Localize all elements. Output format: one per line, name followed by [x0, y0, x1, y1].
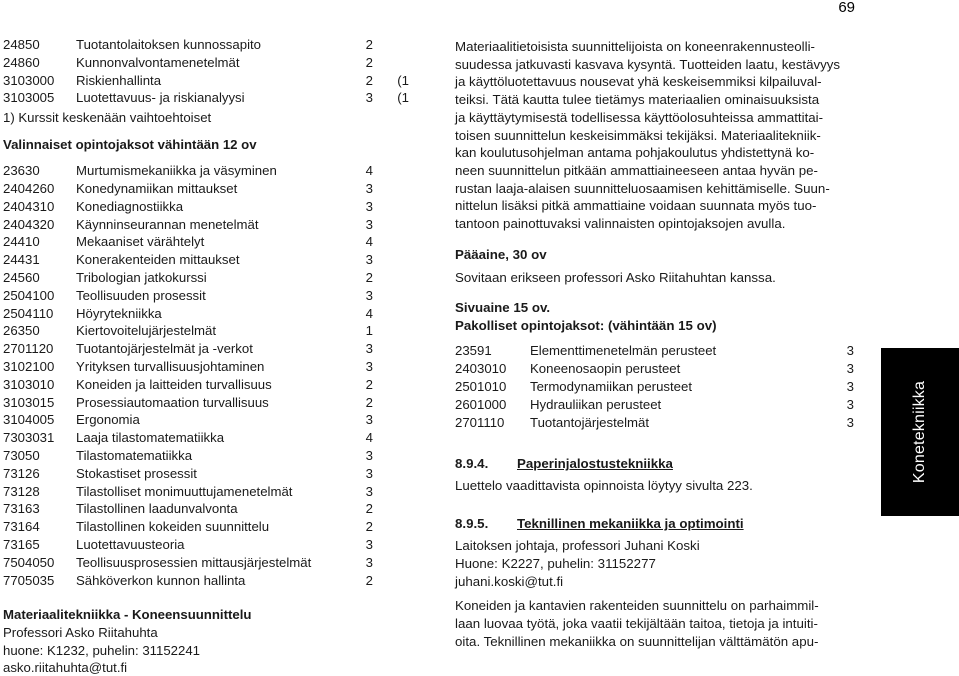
course-name: Teollisuusprosessien mittausjärjestelmät [76, 554, 312, 570]
course-name: Sähköverkon kunnon hallinta [76, 572, 246, 588]
course-credits: 3 [365, 287, 373, 303]
course-name: Käynninseurannan menetelmät [76, 216, 259, 232]
course-code: 3103015 [3, 394, 55, 410]
main-subject-text: Sovitaan erikseen professori Asko Riitahuhtan kanssa. [455, 269, 776, 285]
course-credits: 2 [365, 269, 373, 285]
table-row [3, 233, 415, 251]
course-code: 24860 [3, 54, 40, 70]
section-title-materiaalitekniikka: Materiaalitekniikka - Koneensuunnittelu [3, 607, 252, 623]
course-credits: 2 [365, 72, 373, 88]
course-credits: 3 [365, 358, 373, 374]
table-row [3, 162, 415, 180]
text-line: tantoon painottuvaksi valinnaisten opintojaksojen avulla. [455, 216, 786, 232]
course-name: Yrityksen turvallisuusjohtaminen [76, 358, 265, 374]
text-line: Materiaalitietoisista suunnittelijoista on koneenrakennusteolli- [455, 39, 815, 54]
course-credits: 2 [365, 394, 373, 410]
section-894-text: Luettelo vaadittavista opinnoista löytyy sivulta 223. [455, 478, 753, 494]
table-row [455, 414, 860, 432]
course-name: Luotettavuusteoria [76, 536, 185, 552]
course-name: Tilastollinen kokeiden suunnittelu [76, 519, 270, 535]
table-row [455, 342, 860, 360]
course-credits: 3 [365, 554, 373, 570]
course-name: Konerakenteiden mittaukset [76, 252, 240, 268]
section-895-contact [455, 537, 860, 590]
course-code: 3103005 [3, 90, 55, 106]
course-credits: 3 [365, 180, 373, 196]
table-row [3, 500, 415, 518]
text-line: ja käyttäytymisestä todellisessa käyttöolosuhteissa ammattitai- [455, 109, 824, 125]
course-name: Tuotantolaitoksen kunnossapito [76, 37, 261, 52]
course-credits: 2 [365, 37, 373, 52]
course-credits: 2 [365, 54, 373, 70]
table-row [3, 89, 415, 107]
course-credits: 2 [365, 376, 373, 392]
course-name: Luotettavuus- ja riskianalyysi [76, 90, 245, 106]
course-credits: 3 [846, 414, 854, 430]
course-code: 3102100 [3, 358, 55, 374]
course-name: Konedynamiikan mittaukset [76, 180, 238, 196]
course-code: 23630 [3, 163, 40, 179]
table-row [3, 340, 415, 358]
course-code: 73164 [3, 519, 40, 535]
course-name: Teollisuuden prosessit [76, 287, 206, 303]
optional-course-table [3, 162, 415, 589]
course-credits: 4 [365, 305, 373, 321]
course-credits: 4 [365, 430, 373, 446]
section-894-title: Paperinjalostustekniikka [517, 456, 673, 472]
table-row [3, 180, 415, 198]
course-name: Koneenosaopin perusteet [530, 361, 681, 377]
course-name: Tuotantojärjestelmät ja -verkot [76, 341, 253, 357]
course-credits: 2 [365, 519, 373, 535]
course-code: 2504100 [3, 287, 55, 303]
table-row [3, 198, 415, 216]
text-line: oita. Teknillinen mekaniikka on suunnittelijan välttämätön apu- [455, 633, 819, 649]
table-row [3, 536, 415, 554]
top-course-table [3, 36, 415, 107]
course-note: (1 [397, 90, 409, 106]
course-credits: 3 [846, 379, 854, 395]
course-name: Koneiden ja laitteiden turvallisuus [76, 376, 272, 392]
table-row [3, 36, 415, 54]
course-credits: 1 [365, 323, 373, 339]
text-line: suudessa jatkuvasti kasvava kysyntä. Tuotteiden laatu, kestävyys [455, 56, 841, 72]
course-code: 24410 [3, 234, 40, 250]
course-credits: 3 [846, 343, 854, 359]
contact-line: Huone: K2227, puhelin: 31152277 [455, 555, 656, 571]
table-row [3, 465, 415, 483]
table-row [3, 483, 415, 501]
compulsory-heading: Pakolliset opintojaksot: (vähintään 15 ov) [455, 318, 717, 334]
optional-heading: Valinnaiset opintojaksot vähintään 12 ov [3, 137, 257, 153]
course-credits: 2 [365, 501, 373, 517]
text-line: teiksi. Tätä kautta tulee tietämys materiaalien ominaisuuksista [455, 92, 820, 108]
section-895-title: Teknillinen mekaniikka ja optimointi [517, 516, 744, 532]
table-row [455, 396, 860, 414]
course-code: 3104005 [3, 412, 55, 428]
table-row [3, 572, 415, 590]
text-line: toisen suunnittelun keskeisimmäksi tekijäksi. Materiaalitekniik- [455, 127, 821, 143]
course-name: Höyrytekniikka [76, 305, 162, 321]
main-subject-heading: Pääaine, 30 ov [455, 246, 547, 262]
course-code: 24850 [3, 37, 40, 52]
course-credits: 3 [365, 412, 373, 428]
course-code: 2504110 [3, 305, 54, 321]
minor-subject-heading: Sivuaine 15 ov. [455, 300, 551, 316]
compulsory-course-table [455, 342, 860, 431]
course-name: Elementtimenetelmän perusteet [530, 343, 717, 359]
footnote: 1) Kurssit keskenään vaihtoehtoiset [3, 110, 212, 126]
page-number: 69 [838, 0, 855, 16]
table-row [3, 376, 415, 394]
course-code: 2403010 [455, 361, 507, 377]
professor-name: Professori Asko Riitahuhta [3, 625, 158, 641]
contact-line: juhani.koski@tut.fi [455, 573, 564, 589]
course-name: Kunnonvalvontamenetelmät [76, 54, 240, 70]
table-row [3, 554, 415, 572]
text-line: neen suunnittelun pitkään ammattiaineeseen antaa hyvän pe- [455, 162, 818, 178]
section-895-number: 8.9.5. [455, 516, 489, 532]
course-credits: 3 [365, 252, 373, 268]
table-row [3, 518, 415, 536]
table-row [3, 322, 415, 340]
course-name: Tribologian jatkokurssi [76, 269, 207, 285]
course-credits: 3 [365, 483, 373, 499]
side-tab [881, 348, 959, 516]
professor-phone: huone: K1232, puhelin: 31152241 [3, 642, 201, 658]
course-name: Tilastomatematiikka [76, 447, 193, 463]
course-code: 2404260 [3, 180, 55, 196]
table-row [455, 378, 860, 396]
course-name: Konediagnostiikka [76, 198, 184, 214]
professor-email[interactable]: asko.riitahuhta@tut.fi [3, 659, 128, 675]
course-credits: 2 [365, 572, 373, 588]
section-895-heading [455, 515, 860, 533]
course-code: 2701110 [455, 414, 505, 430]
course-credits: 4 [365, 163, 373, 179]
course-code: 7705035 [3, 572, 55, 588]
side-tab-label: Konetekniikka [911, 380, 928, 484]
course-code: 2501010 [455, 379, 507, 395]
table-row [455, 360, 860, 378]
course-name: Termodynamiikan perusteet [530, 379, 692, 395]
course-credits: 3 [365, 216, 373, 232]
course-code: 7504050 [3, 554, 55, 570]
table-row [3, 358, 415, 376]
table-row [3, 54, 415, 72]
course-name: Tilastolliset monimuuttujamenetelmät [76, 483, 293, 499]
course-code: 73050 [3, 447, 40, 463]
table-row [3, 269, 415, 287]
course-credits: 3 [846, 396, 854, 412]
course-code: 24560 [3, 269, 40, 285]
course-credits: 3 [365, 198, 373, 214]
course-credits: 3 [365, 447, 373, 463]
text-line: rustan laaja-alaisen suunnitteluosaamisen kehittämiselle. Suun- [455, 180, 830, 196]
course-code: 3103010 [3, 376, 55, 392]
left-column [3, 0, 415, 676]
section-894-number: 8.9.4. [455, 456, 489, 472]
table-row [3, 411, 415, 429]
course-code: 73163 [3, 501, 40, 517]
course-credits: 3 [365, 465, 373, 481]
course-name: Laaja tilastomatematiikka [76, 430, 225, 446]
course-code: 2404310 [3, 198, 55, 214]
course-credits: 3 [365, 90, 373, 106]
course-name: Mekaaniset värähtelyt [76, 234, 205, 250]
course-code: 73165 [3, 536, 40, 552]
course-code: 3103000 [3, 72, 55, 88]
table-row [3, 305, 415, 323]
right-column [455, 0, 860, 650]
intro-paragraph [455, 38, 860, 233]
section-895-paragraph [455, 597, 860, 650]
course-code: 24431 [3, 252, 40, 268]
course-code: 73128 [3, 483, 40, 499]
text-line: kan koulutusohjelman antama pohjakoulutus yhdistettynä ko- [455, 145, 815, 161]
course-name: Prosessiautomaation turvallisuus [76, 394, 269, 410]
table-row [3, 287, 415, 305]
text-line: nittelun lisäksi pitkä ammattiaine voidaan suunnata myös tuo- [455, 198, 817, 214]
course-name: Tilastollinen laadunvalvonta [76, 501, 238, 517]
course-code: 2404320 [3, 216, 55, 232]
section-894-heading [455, 455, 860, 473]
table-row [3, 429, 415, 447]
course-note: (1 [397, 72, 409, 88]
table-row [3, 394, 415, 412]
course-code: 73126 [3, 465, 40, 481]
course-name: Murtumismekaniikka ja väsyminen [76, 163, 277, 179]
table-row [3, 251, 415, 269]
table-row [3, 72, 415, 90]
course-code: 2701120 [3, 341, 54, 357]
contact-line: Laitoksen johtaja, professori Juhani Koski [455, 538, 700, 554]
course-code: 26350 [3, 323, 40, 339]
table-row [3, 447, 415, 465]
course-name: Tuotantojärjestelmät [530, 414, 649, 430]
course-credits: 3 [846, 361, 854, 377]
course-code: 23591 [455, 343, 492, 359]
text-line: Koneiden ja kantavien rakenteiden suunnittelu on parhaimmil- [455, 598, 819, 614]
course-code: 7303031 [3, 430, 55, 446]
course-name: Hydrauliikan perusteet [530, 396, 662, 412]
table-row [3, 216, 415, 234]
course-credits: 3 [365, 341, 373, 357]
course-name: Stokastiset prosessit [76, 465, 197, 481]
course-credits: 4 [365, 234, 373, 250]
course-credits: 3 [365, 536, 373, 552]
course-name: Ergonomia [76, 412, 140, 428]
course-name: Riskienhallinta [76, 72, 162, 88]
text-line: ja käyttöluotettavuus nousevat yhä keskeisemmiksi kilpailuval- [455, 74, 822, 90]
text-line: laan luovaa työtä, joka vaatii tekijältään taitoa, tietoja ja intuiti- [455, 615, 818, 631]
course-code: 2601000 [455, 396, 507, 412]
course-name: Kiertovoitelujärjestelmät [76, 323, 216, 339]
